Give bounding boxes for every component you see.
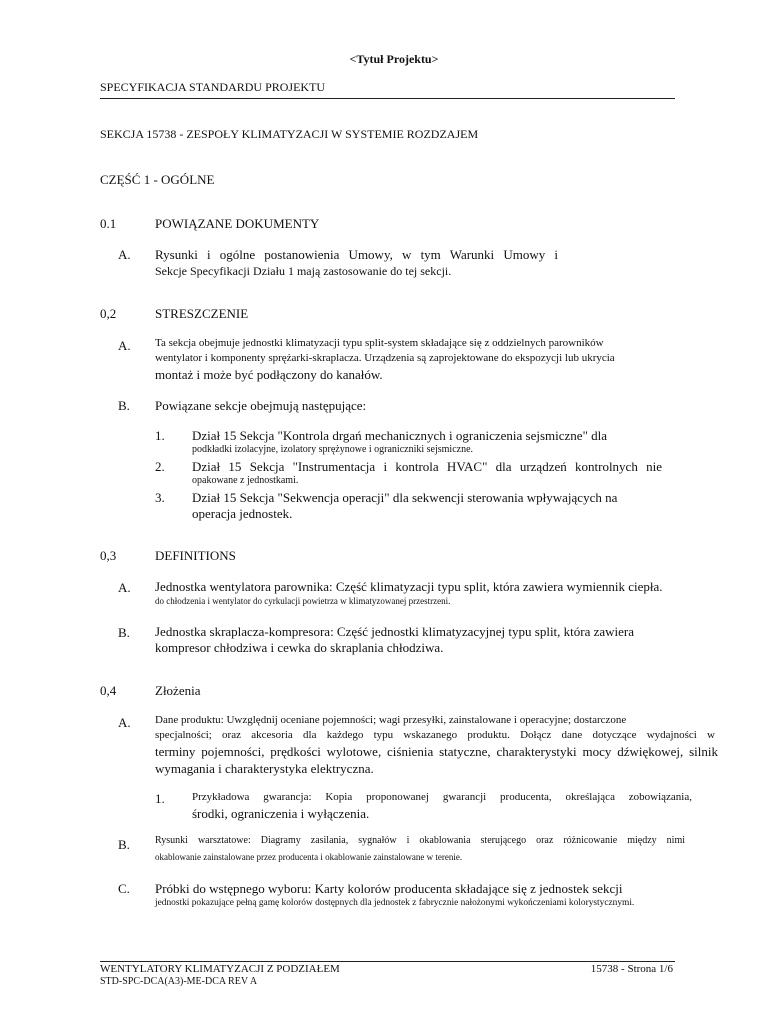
section-number: 0,3 [100, 548, 117, 563]
paragraph-line: montaż i może być podłączony do kanałów. [155, 367, 383, 382]
list-number: 1. [155, 791, 165, 806]
list-item-line: operacja jednostek. [192, 506, 293, 521]
paragraph-line: Rysunki i ogólne postanowienia Umowy, w tym Warunki Umowy i [155, 247, 558, 262]
section-number: 0,4 [100, 683, 117, 698]
paragraph-line: Jednostka wentylatora parownika: Część klimatyzacji typu split, która zawiera wymiennik ciepła. [155, 579, 663, 594]
list-item-line: środki, ograniczenia i wyłączenia. [192, 806, 370, 821]
item-letter: C. [118, 881, 130, 896]
paragraph-line: okablowanie zainstalowane przez producenta i okablowanie zainstalowane w terenie. [155, 852, 463, 862]
paragraph-line: Powiązane sekcje obejmują następujące: [155, 398, 367, 413]
list-item-line: Dział 15 Sekcja "Instrumentacja i kontrola HVAC" dla urządzeń kontrolnych nie [192, 459, 662, 474]
list-item-line: podkładki izolacyjne, izolatory sprężynowe i ograniczniki sejsmiczne. [192, 444, 474, 455]
document-code: STD-SPC-DCA(A3)-ME-DCA REV A [100, 976, 258, 987]
paragraph-line: Rysunki warsztatowe: Diagramy zasilania, sygnałów i okablowania sterującego oraz różnicowanie między nimi [155, 835, 685, 846]
paragraph-line: terminy pojemności, prędkości wylotowe, ciśnienia statyczne, charakterystyki mocy dźwiękowej, silnik [155, 744, 718, 759]
section-heading: POWIĄZANE DOKUMENTY [155, 216, 320, 231]
section-title: SEKCJA 15738 - ZESPOŁY KLIMATYZACJI W SYSTEMIE ROZDZAJEM [100, 127, 479, 141]
list-number: 3. [155, 490, 165, 505]
list-number: 2. [155, 459, 165, 474]
paragraph-line: Ta sekcja obejmuje jednostki klimatyzacji typu split-system składające się z oddzielnych parowników [155, 337, 604, 349]
page-number: 15738 - Strona 1/6 [590, 963, 673, 975]
paragraph-line: specjalności; oraz akcesoria dla każdego typu wskazanego produktu. Dołącz dane dotyczące wydajności w [155, 729, 715, 741]
item-letter: A. [118, 338, 131, 353]
item-letter: A. [118, 715, 131, 730]
paragraph-line: wymagania i charakterystyka elektryczna. [155, 761, 374, 776]
project-title: <Tytuł Projektu> [349, 52, 439, 66]
part-title: CZĘŚĆ 1 - OGÓLNE [100, 172, 215, 187]
item-letter: A. [118, 580, 131, 595]
item-letter: A. [118, 247, 131, 262]
item-letter: B. [118, 398, 130, 413]
list-item-line: Dział 15 Sekcja "Sekwencja operacji" dla sekwencji sterowania wpływających na [192, 490, 618, 505]
footer-title: WENTYLATORY KLIMATYZACJI Z PODZIAŁEM [100, 963, 340, 975]
paragraph-line: Jednostka skraplacza-kompresora: Część jednostki klimatyzacyjnej typu split, która zawiera [155, 624, 635, 639]
item-letter: B. [118, 625, 130, 640]
section-heading: DEFINITIONS [155, 548, 236, 563]
paragraph-line: Sekcje Specyfikacji Działu 1 mają zastosowanie do tej sekcji. [155, 264, 452, 278]
item-letter: B. [118, 837, 130, 852]
list-item-line: opakowane z jednostkami. [192, 475, 299, 486]
section-number: 0,2 [100, 306, 117, 321]
footer-rule [100, 961, 675, 962]
spec-title: SPECYFIKACJA STANDARDU PROJEKTU [100, 80, 326, 94]
paragraph-line: jednostki pokazujące pełną gamę kolorów dostępnych dla jednostek z fabrycznie nałożonymi wykończeniami kolorystycznymi. [155, 898, 635, 908]
paragraph-line: kompresor chłodziwa i cewka do skraplania chłodziwa. [155, 640, 444, 655]
header-rule [100, 98, 675, 99]
paragraph-line: Dane produktu: Uwzględnij oceniane pojemności; wagi przesyłki, zainstalowane i operacyjne; dostarczone [155, 714, 627, 726]
section-heading: Złożenia [155, 683, 201, 698]
list-item-line: Przykładowa gwarancja: Kopia proponowanej gwarancji producenta, określająca zobowiązania, [192, 791, 692, 803]
section-number: 0.1 [100, 216, 117, 231]
section-heading: STRESZCZENIE [155, 306, 249, 321]
paragraph-line: do chłodzenia i wentylator do cyrkulacji powietrza w klimatyzowanej przestrzeni. [155, 596, 451, 606]
list-item-line: Dział 15 Sekcja "Kontrola drgań mechanicznych i ograniczenia sejsmiczne" dla [192, 428, 608, 443]
paragraph-line: Próbki do wstępnego wyboru: Karty kolorów producenta składające się z jednostek sekcji [155, 881, 623, 896]
list-number: 1. [155, 428, 165, 443]
paragraph-line: wentylator i komponenty sprężarki-skraplacza. Urządzenia są zaprojektowane do ekspozycji lub ukrycia [155, 352, 615, 364]
